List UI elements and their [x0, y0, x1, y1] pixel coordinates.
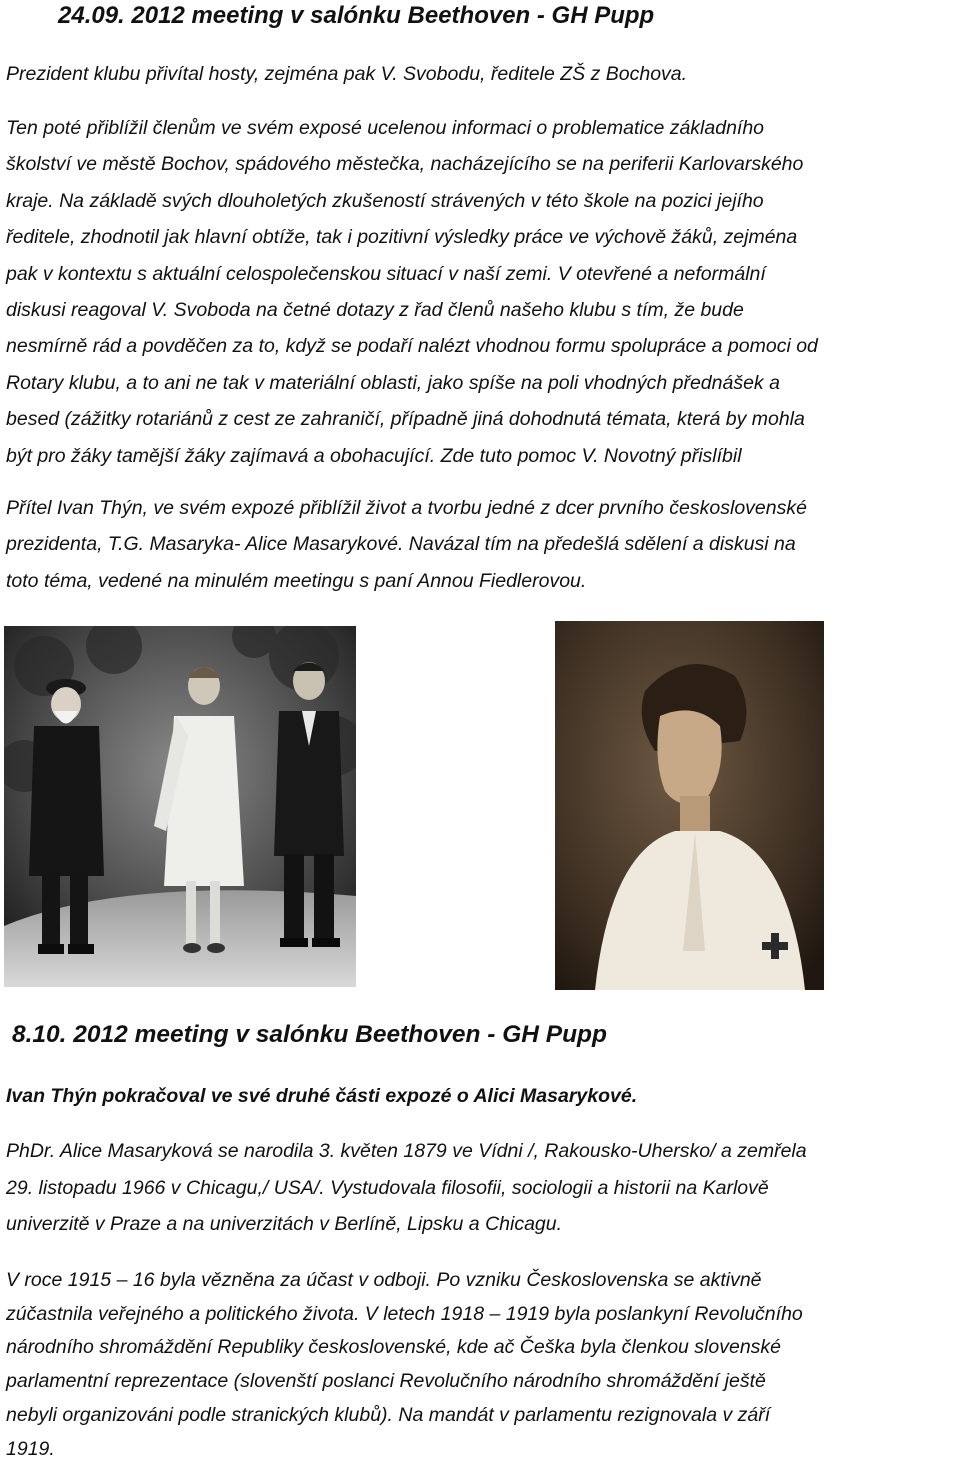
text-line: národního shromáždění Republiky československé, kde ač Češka byla členkou slovenské	[6, 1336, 782, 1359]
text-line: besed (zážitky rotariánů z cest ze zahraničí, případně jiná dohodnutá témata, která by mohla	[6, 408, 805, 431]
text-line: nesmírně rád a povděčen za to, když se podaří nalézt vhodnou formu spolupráce a pomoci od	[6, 335, 818, 358]
text-line: školství ve městě Bochov, spádového městečka, nacházejícího se na periferii Karlovarského	[6, 153, 804, 176]
text-line: nebyli organizováni podle stranických klubů). Na mandát v parlamentu rezignovala v září	[6, 1403, 771, 1426]
text-line: být pro žáky tamější žáky zajímavá a obohacující. Zde tuto pomoc V. Novotný přislíbil	[6, 444, 742, 467]
meeting2-paragraph-1	[6, 1133, 958, 1243]
text-line: diskusi reagoval V. Svoboda na četné dotazy z řad členů našeho klubu s tím, že bude	[6, 299, 744, 322]
photo-illustration	[4, 626, 356, 987]
text-line: prezidenta, T.G. Masaryka- Alice Masarykové. Navázal tím na předešlá sdělení a diskusi na	[6, 533, 796, 556]
text-line: PhDr. Alice Masaryková se narodila 3. květen 1879 ve Vídni /, Rakousko-Uhersko/ a zemřela	[6, 1140, 807, 1162]
portrait-illustration	[555, 621, 824, 990]
text-line: V roce 1915 – 16 byla vězněna za účast v odboji. Po vzniku Československa se aktivně	[6, 1269, 762, 1291]
meeting-intro: Prezident klubu přivítal hosty, zejména pak V. Svobodu, ředitele ZŠ z Bochova.	[6, 63, 688, 85]
text-line: univerzitě v Praze a na univerzitách v Berlíně, Lipsku a Chicagu.	[6, 1213, 563, 1236]
meeting-heading-1: 24.09. 2012 meeting v salónku Beethoven - GH Pupp	[58, 2, 655, 29]
photo-alice-masarykova-portrait	[555, 621, 824, 990]
meeting2-paragraph-2	[6, 1264, 958, 1466]
text-line: 29. listopadu 1966 v Chicagu,/ USA/. Vystudovala filosofii, sociologii a historii na Karlově	[6, 1176, 769, 1199]
text-line: Ten poté přiblížil členům ve svém exposé ucelenou informaci o problematice základního	[6, 117, 765, 139]
text-line: parlamentní reprezentace (slovenští poslanci Revolučního národního shromáždění ještě	[6, 1370, 766, 1393]
photo-masaryk-family-walking	[4, 626, 356, 987]
text-line: Přítel Ivan Thýn, ve svém expozé přiblížil život a tvorbu jedné z dcer prvního československé	[6, 497, 807, 519]
meeting1-paragraph-1	[6, 110, 958, 474]
text-line: Rotary klubu, a to ani ne tak v materiální oblasti, jako spíše na poli vhodných přednášek a	[6, 371, 780, 394]
meeting-heading-2: 8.10. 2012 meeting v salónku Beethoven - GH Pupp	[12, 1021, 607, 1048]
meeting2-subheading: Ivan Thýn pokračoval ve své druhé části expozé o Alici Masarykové.	[6, 1085, 638, 1107]
text-line: pak v kontextu s aktuální celospolečenskou situací v naší zemi. V otevřené a neformální	[6, 262, 766, 285]
text-line: zúčastnila veřejného a politického života. V letech 1918 – 1919 byla poslankyní Revolučního	[6, 1302, 803, 1325]
text-line: kraje. Na základě svých dlouholetých zkušeností strávených v této škole na pozici jejího	[6, 189, 764, 212]
meeting1-paragraph-2	[6, 490, 958, 599]
text-line: 1919.	[6, 1437, 55, 1460]
text-line: ředitele, zhodnotil jak hlavní obtíže, tak i pozitivní výsledky práce ve výchově žáků, zejména	[6, 226, 798, 249]
text-line: toto téma, vedené na minulém meetingu s paní Annou Fiedlerovou.	[6, 569, 587, 592]
